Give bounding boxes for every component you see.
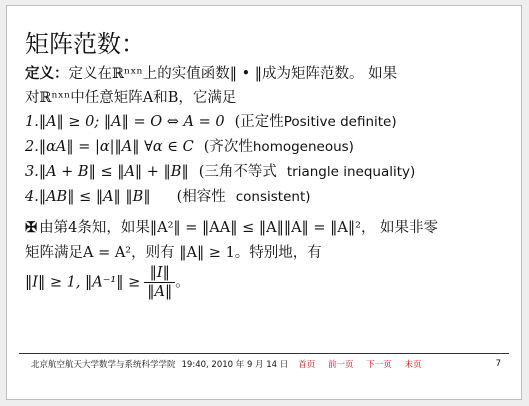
- footer-nav: [288, 358, 421, 370]
- slide: [6, 5, 522, 400]
- nav-next-page[interactable]: 下一页: [366, 360, 392, 370]
- footer-institution: 北京航空航天大学数学与系统科学学院: [31, 360, 176, 370]
- definition-text-2: 对ℝⁿˣⁿ中任意矩阵A和B，它满足: [25, 90, 237, 106]
- property-note-cn: (齐次性: [203, 139, 253, 155]
- slide-title: 矩阵范数：: [25, 30, 145, 58]
- footer: [31, 358, 501, 370]
- corollary-text-2: 矩阵满足A = A²，则有 ‖A‖ ≥ 1。特别地，有: [25, 245, 322, 261]
- property-note-en: consistent): [235, 189, 311, 205]
- property-3: [25, 160, 415, 181]
- property-math: 1.‖A‖ ≥ 0; ‖A‖ = O ⇔ A = 0: [25, 114, 225, 130]
- property-4: [25, 185, 311, 206]
- definition-text-1: 定义在ℝⁿˣⁿ上的实值函数‖ • ‖成为矩阵范数。 如果: [68, 66, 398, 82]
- property-note-cn: (相容性: [176, 189, 226, 205]
- corollary-math: ‖I‖ ≥ 1, ‖A⁻¹‖ ≥: [25, 274, 141, 291]
- nav-last-page[interactable]: 末页: [404, 360, 422, 370]
- corollary-end: 。: [175, 274, 190, 291]
- property-note-en: triangle inequality): [286, 164, 416, 180]
- definition-label: 定义：: [25, 65, 69, 82]
- corollary-text-1: 由第4条知，如果‖A²‖ = ‖AA‖ ≤ ‖A‖‖A‖ = ‖A‖²， 如果非零: [39, 220, 439, 236]
- fraction-denominator: ‖A‖: [147, 284, 173, 300]
- property-math: 4.‖AB‖ ≤ ‖A‖ ‖B‖: [25, 189, 151, 205]
- property-note-cn: (正定性: [234, 114, 284, 130]
- property-2: [25, 135, 354, 156]
- corollary-line-2: [25, 241, 322, 262]
- property-math: 3.‖A + B‖ ≤ ‖A‖ + ‖B‖: [25, 164, 189, 180]
- nav-prev-page[interactable]: 前一页: [328, 360, 354, 370]
- page-number: 7: [495, 359, 501, 369]
- property-note-en: Positive definite): [283, 114, 397, 130]
- fraction-numerator: ‖I‖: [144, 264, 175, 283]
- corollary-line-1: [25, 216, 438, 237]
- corollary-line-3: [25, 264, 190, 301]
- definition-line-2: [25, 86, 236, 107]
- property-note-cn: (三角不等式: [198, 164, 277, 180]
- property-note-en: homogeneous): [252, 139, 354, 155]
- nav-first-page[interactable]: 首页: [298, 360, 316, 370]
- cross-bullet-icon: ✠: [25, 219, 38, 236]
- footer-timestamp: 19:40, 2010 年 9 月 14 日: [181, 360, 289, 370]
- footer-rule: [19, 353, 509, 354]
- fraction: [144, 264, 175, 301]
- definition-line-1: [25, 62, 397, 83]
- property-math: 2.‖αA‖ = |α|‖A‖ ∀α ∈ C: [25, 139, 194, 155]
- property-1: [25, 110, 397, 131]
